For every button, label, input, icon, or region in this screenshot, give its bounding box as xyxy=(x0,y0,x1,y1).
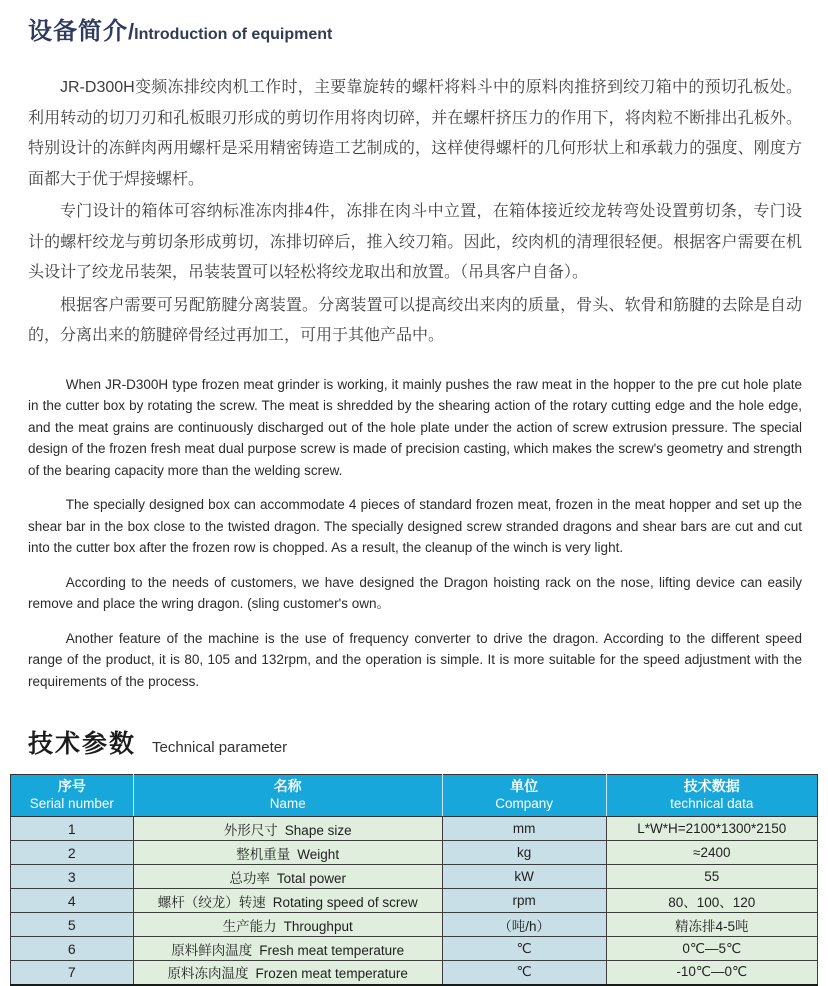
cell-name xyxy=(133,841,442,865)
page-title-slash: / xyxy=(128,19,135,44)
cell-name-en: Rotating speed of screw xyxy=(272,894,418,910)
technical-parameter-title-zh: 技术参数 xyxy=(28,730,137,758)
page-title-zh: 设备简介 xyxy=(28,18,128,45)
table-row xyxy=(11,961,818,985)
header-cell-name xyxy=(133,775,442,817)
cell-unit: mm xyxy=(442,817,606,841)
page-title xyxy=(28,10,802,47)
header-cell-serial-number xyxy=(11,775,134,817)
header-cell-unit xyxy=(442,775,606,817)
cell-name xyxy=(133,817,442,841)
cell-unit: rpm xyxy=(442,889,606,913)
technical-parameter-table xyxy=(10,774,818,986)
intro-en-paragraph-2: The specially designed box can accommodate 4 pieces of standard frozen meat, frozen in the meat hopper and set up the shear bar in the box close to the twisted dragon. The specially designed screw stranded dragons and shear bars are cut and cut into the cutter box after the frozen row is chopped. As a result, the cleanup of the winch is very light. xyxy=(28,497,802,555)
cell-name xyxy=(133,961,442,985)
table-header xyxy=(11,775,818,817)
header-serial-en: Serial number xyxy=(29,796,114,811)
header-data-en: technical data xyxy=(670,796,754,811)
cell-serial: 5 xyxy=(11,913,134,937)
cell-serial: 1 xyxy=(11,817,134,841)
cell-name-en: Frozen meat temperature xyxy=(255,966,408,982)
cell-value: 精冻排4-5吨 xyxy=(606,913,817,937)
intro-zh-paragraph-2: 专门设计的箱体可容纳标准冻肉排4件，冻排在肉斗中立置，在箱体接近绞龙转弯处设置剪切条，专门设计的螺杆绞龙与剪切条形成剪切，冻排切碎后，推入绞刀箱。因此，绞肉机的清理很轻便。根据客户需要在机头设计了绞龙吊装架，吊装装置可以轻松将绞龙取出和放置。（吊具客户自备）。 xyxy=(28,203,802,281)
cell-name-zh: 原料冻肉温度 xyxy=(167,966,249,982)
cell-unit: （吨/h） xyxy=(442,913,606,937)
table-header-row xyxy=(11,775,818,817)
cell-name xyxy=(133,913,442,937)
chinese-intro-section xyxy=(28,73,802,352)
cell-name-en: Shape size xyxy=(284,822,352,838)
table-row xyxy=(11,865,818,889)
cell-serial: 7 xyxy=(11,961,134,985)
header-serial-zh: 序号 xyxy=(57,778,86,794)
intro-zh-paragraph-1: JR-D300H变频冻排绞肉机工作时，主要靠旋转的螺杆将料斗中的原料肉推挤到绞刀箱中的预切孔板处。利用转动的切刀刃和孔板眼刃形成的剪切作用将肉切碎，并在螺杆挤压力的作用下，将肉粒不断排出孔板外。特别设计的冻鲜肉两用螺杆是采用精密铸造工艺制成的，这样使得螺杆的几何形状上和承载力的强度、刚度方面都大于优于焊接螺杆。 xyxy=(28,79,802,188)
table-row xyxy=(11,913,818,937)
cell-name-zh: 总功率 xyxy=(229,870,270,886)
cell-name-zh: 整机重量 xyxy=(236,846,291,862)
cell-serial: 4 xyxy=(11,889,134,913)
cell-unit: kg xyxy=(442,841,606,865)
english-intro-section xyxy=(28,374,802,693)
cell-unit: ℃ xyxy=(442,961,606,985)
cell-name xyxy=(133,889,442,913)
cell-name-en: Weight xyxy=(297,846,340,862)
table-body xyxy=(11,817,818,985)
header-name-en: Name xyxy=(269,796,306,811)
header-cell-technical-data xyxy=(606,775,817,817)
table-row xyxy=(11,841,818,865)
cell-name-zh: 螺杆（绞龙）转速 xyxy=(157,894,266,910)
header-unit-en: Company xyxy=(495,796,554,811)
cell-serial: 6 xyxy=(11,937,134,961)
cell-value: ≈2400 xyxy=(606,841,817,865)
cell-unit: kW xyxy=(442,865,606,889)
table-row xyxy=(11,937,818,961)
technical-parameter-title xyxy=(28,724,802,760)
cell-name xyxy=(133,865,442,889)
cell-name-en: Fresh meat temperature xyxy=(259,942,405,958)
header-data-zh: 技术数据 xyxy=(683,778,740,794)
technical-parameter-title-en: Technical parameter xyxy=(152,739,288,756)
cell-name-zh: 外形尺寸 xyxy=(223,822,278,838)
cell-serial: 3 xyxy=(11,865,134,889)
technical-parameter-table-wrap xyxy=(10,774,818,986)
cell-name-en: Throughput xyxy=(283,918,353,934)
table-row xyxy=(11,889,818,913)
intro-en-paragraph-3: According to the needs of customers, we have designed the Dragon hoisting rack on the nose, lifting device can easily remove and place the wring dragon. (sling customer's own。 xyxy=(28,574,802,611)
cell-name xyxy=(133,937,442,961)
intro-en-paragraph-1: When JR-D300H type frozen meat grinder is working, it mainly pushes the raw meat in the hopper to the pre cut hole plate in the cutter box by rotating the screw. The meat is shredded by the shearing action of the rotary cutting edge and the hole edge, and the meat grains are continuously discharged out of the hole plate under the action of screw extrusion pressure. The special design of the frozen fresh meat dual purpose screw is made of precision casting, which makes the screw's geometry and strength of the bearing capacity more than the welding screw. xyxy=(28,376,802,478)
page-title-en: Introduction of equipment xyxy=(134,26,333,43)
header-name-zh: 名称 xyxy=(273,778,302,794)
cell-serial: 2 xyxy=(11,841,134,865)
cell-value: -10℃—0℃ xyxy=(606,961,817,985)
cell-name-zh: 生产能力 xyxy=(222,918,277,934)
intro-en-paragraph-4: Another feature of the machine is the use of frequency converter to drive the dragon. According to the different speed range of the product, it is 80, 105 and 132rpm, and the operation is simple. It is more suitable for the speed adjustment with the requirements of the process. xyxy=(28,630,802,689)
intro-zh-paragraph-3: 根据客户需要可另配筋腱分离装置。分离装置可以提高绞出来肉的质量，骨头、软骨和筋腱的去除是自动的，分离出来的筋腱碎骨经过再加工，可用于其他产品中。 xyxy=(28,296,802,344)
cell-name-zh: 原料鲜肉温度 xyxy=(171,942,253,958)
cell-value: 55 xyxy=(606,865,817,889)
cell-unit: ℃ xyxy=(442,937,606,961)
header-unit-zh: 单位 xyxy=(510,778,539,794)
cell-value: 0℃—5℃ xyxy=(606,937,817,961)
cell-value: 80、100、120 xyxy=(606,889,817,913)
cell-value: L*W*H=2100*1300*2150 xyxy=(606,817,817,841)
cell-name-en: Total power xyxy=(276,870,346,886)
table-row xyxy=(11,817,818,841)
